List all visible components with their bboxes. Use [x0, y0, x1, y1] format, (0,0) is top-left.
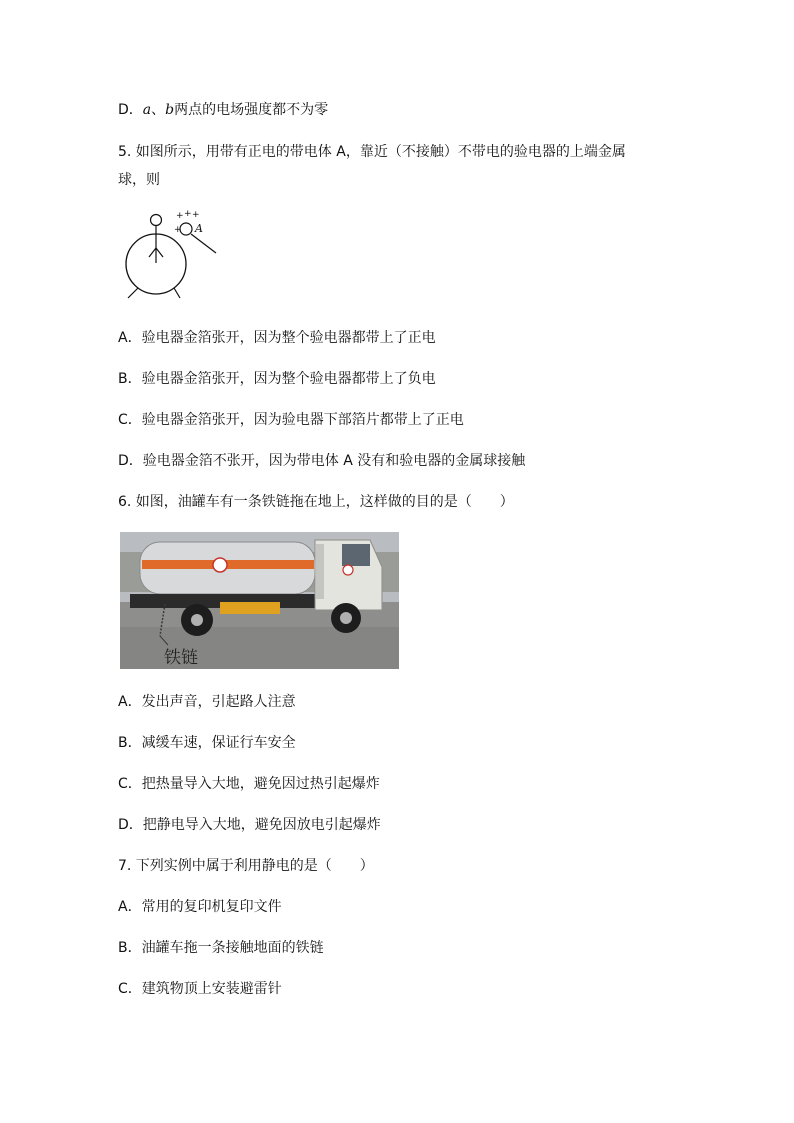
q5-option-d: D．验电器金箔不张开，因为带电体 A 没有和验电器的金属球接触 [118, 453, 526, 469]
point-b-label: b [165, 102, 175, 118]
label-a: A [195, 222, 203, 235]
electroscope-diagram [118, 208, 228, 308]
hazard-logo [213, 558, 227, 572]
point-a-label: a [142, 102, 152, 118]
foil-right [156, 248, 163, 257]
charge-marks: +++ + [174, 209, 200, 235]
q7-stem: 7. 下列实例中属于利用静电的是（ ） [118, 858, 374, 874]
charged-body-handle [191, 234, 216, 253]
side-guard [220, 602, 280, 614]
q6-option-c: C．把热量导入大地，避免因过热引起爆炸 [118, 776, 380, 792]
charged-body-a [180, 223, 192, 235]
q7-option-b: B．油罐车拖一条接触地面的铁链 [118, 940, 324, 956]
electroscope-foot-left [128, 288, 138, 298]
separator: 、 [151, 102, 166, 118]
cab-window [342, 544, 370, 566]
q6-option-a: A．发出声音，引起路人注意 [118, 694, 296, 710]
chain-label: 铁链 [164, 648, 198, 668]
cab-ladder [316, 544, 324, 599]
q5-stem-line-2: 球，则 [118, 172, 160, 188]
cab-emblem [343, 565, 353, 575]
q5-option-b: B．验电器金箔张开，因为整个验电器都带上了负电 [118, 371, 436, 387]
q6-stem: 6. 如图，油罐车有一条铁链拖在地上，这样做的目的是（ ） [118, 494, 514, 510]
q6-option-b: B．减缓车速，保证行车安全 [118, 735, 296, 751]
tanker-truck-photo [120, 532, 399, 669]
q5-stem-line-1: 5. 如图所示，用带有正电的带电体 A，靠近（不接触）不带电的验电器的上端金属 [118, 144, 626, 160]
q5-option-c: C．验电器金箔张开，因为验电器下部箔片都带上了正电 [118, 412, 464, 428]
foil-left [149, 248, 156, 257]
option-text: 两点的电场强度都不为零 [174, 102, 329, 118]
q5-option-a: A．验电器金箔张开，因为整个验电器都带上了正电 [118, 330, 436, 346]
q7-option-c: C．建筑物顶上安装避雷针 [118, 981, 282, 997]
electroscope-knob [151, 215, 162, 226]
q7-option-a: A．常用的复印机复印文件 [118, 899, 282, 915]
q6-option-d: D．把静电导入大地，避免因放电引起爆炸 [118, 817, 381, 833]
electroscope-foot-right [174, 288, 180, 298]
q4-option-d [118, 100, 328, 120]
option-letter: D． [118, 102, 143, 118]
truck-illustration [120, 532, 399, 669]
tank-stripe [142, 560, 314, 569]
